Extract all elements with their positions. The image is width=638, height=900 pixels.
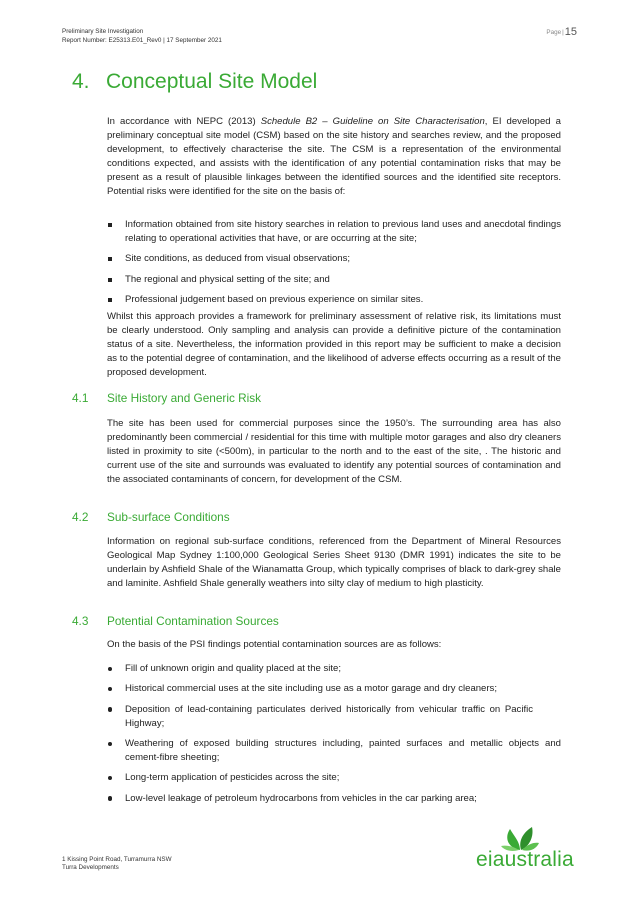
report-title: Preliminary Site Investigation — [62, 28, 144, 35]
list-item: Weathering of exposed building structures including, painted surfaces and metallic objects and cement-fibre sheeting; — [125, 738, 561, 764]
page-footer — [62, 856, 172, 873]
page-separator: | — [562, 28, 564, 36]
section-heading — [72, 70, 317, 94]
list-item: Site conditions, as deduced from visual observations; — [125, 253, 351, 265]
subsection-number: 4.2 — [72, 510, 89, 524]
contamination-sources-list — [107, 662, 561, 812]
subsection-heading-4-2 — [72, 510, 230, 524]
list-item: Low-level leakage of petroleum hydrocarbons from vehicles in the car parking area; — [125, 792, 477, 804]
list-item: Fill of unknown origin and quality placed at the site; — [125, 663, 341, 674]
site-history-paragraph: The site has been used for commercial purposes since the 1950’s. The surrounding area has also predominantly been commercial / residential for this time with multiple motor garages and also dry cleaners listed in proximity to site (<500m), in particular to the north and to the east of the site, . The historic and current use of the site and surrounds was evaluated to identify any potential sources of contamination and the associated contaminants of concern, for development of the CSM. — [107, 418, 561, 485]
intro-paragraph — [107, 115, 561, 198]
company-logo — [476, 826, 584, 872]
subsurface-paragraph: Information on regional sub-surface conditions, referenced from the Department of Mineral Resources Geological Map Sydney 1:100,000 Geological Series Sheet 9130 (DMR 1991) indicates the site to be underlain by Ashfield Shale of the Wianamatta Group, which typically comprises of black to dark-grey shale and laminite. Ashfield Shale generally weathers into silty clay of medium to high plasticity. — [107, 536, 561, 589]
list-item: Information obtained from site history searches in relation to previous land uses and anecdotal findings relating to operational activities that have, or are occurring at the site; — [125, 219, 561, 244]
guideline-reference: Schedule B2 – Guideline on Site Characterisation — [260, 116, 485, 127]
subsection-heading-4-1 — [72, 391, 261, 405]
report-number: Report Number: E25313.E01_Rev0 | 17 September 2021 — [62, 36, 222, 44]
page-label: Page — [546, 28, 562, 36]
report-header — [62, 28, 222, 45]
list-item: Deposition of lead-containing particulates derived historically from vehicular traffic on Pacific Highway; — [125, 703, 533, 729]
page-number: 15 — [564, 26, 577, 38]
list-item: The regional and physical setting of the site; and — [125, 273, 330, 285]
subsection-title: Sub-surface Conditions — [107, 510, 230, 524]
subsection-heading-4-3 — [72, 614, 279, 628]
page-indicator — [546, 26, 577, 38]
limitations-paragraph: Whilst this approach provides a framework for preliminary assessment of relative risk, its limitations must be clearly understood. Only sampling and analysis can provide a definitive picture of the contamination status of a site. Nevertheless, the information provided in this report may be sufficient to make a decision as to the potential degree of contamination, and the likelihood of adverse effects occurring as a result of the proposed development. — [107, 311, 561, 378]
subsection-number: 4.1 — [72, 391, 89, 405]
list-item: Professional judgement based on previous experience on similar sites. — [125, 294, 424, 306]
subsection-title: Site History and Generic Risk — [107, 391, 262, 405]
section-number: 4. — [72, 70, 90, 93]
subsection-title: Potential Contamination Sources — [107, 614, 279, 628]
intro-text-start: In accordance with NEPC (2013) — [107, 116, 261, 127]
subsection-number: 4.3 — [72, 614, 89, 628]
list-item: Long-term application of pesticides across the site; — [125, 772, 340, 784]
logo-wordmark: eiaustralia — [476, 848, 574, 871]
sources-intro-paragraph: On the basis of the PSI findings potential contamination sources are as follows: — [107, 639, 442, 650]
intro-bullet-list — [107, 218, 561, 314]
site-address: 1 Kissing Point Road, Turramurra NSW — [62, 856, 172, 863]
intro-text-end: , EI developed a preliminary conceptual site model (CSM) based on the site history and searches review, and the proposed development, to effectively characterise the site. The CSM is a representation of the environmental conditions expected, and assists with the identification of any potential contamination risks that may be present as a result of plausible linkages between the identified sources and the identified site receptors. Potential risks were identified for the site on the basis of: — [107, 116, 561, 197]
list-item: Historical commercial uses at the site including use as a motor garage and dry cleaners; — [125, 683, 497, 695]
client-name: Turra Developments — [62, 864, 119, 872]
section-title: Conceptual Site Model — [106, 70, 318, 93]
